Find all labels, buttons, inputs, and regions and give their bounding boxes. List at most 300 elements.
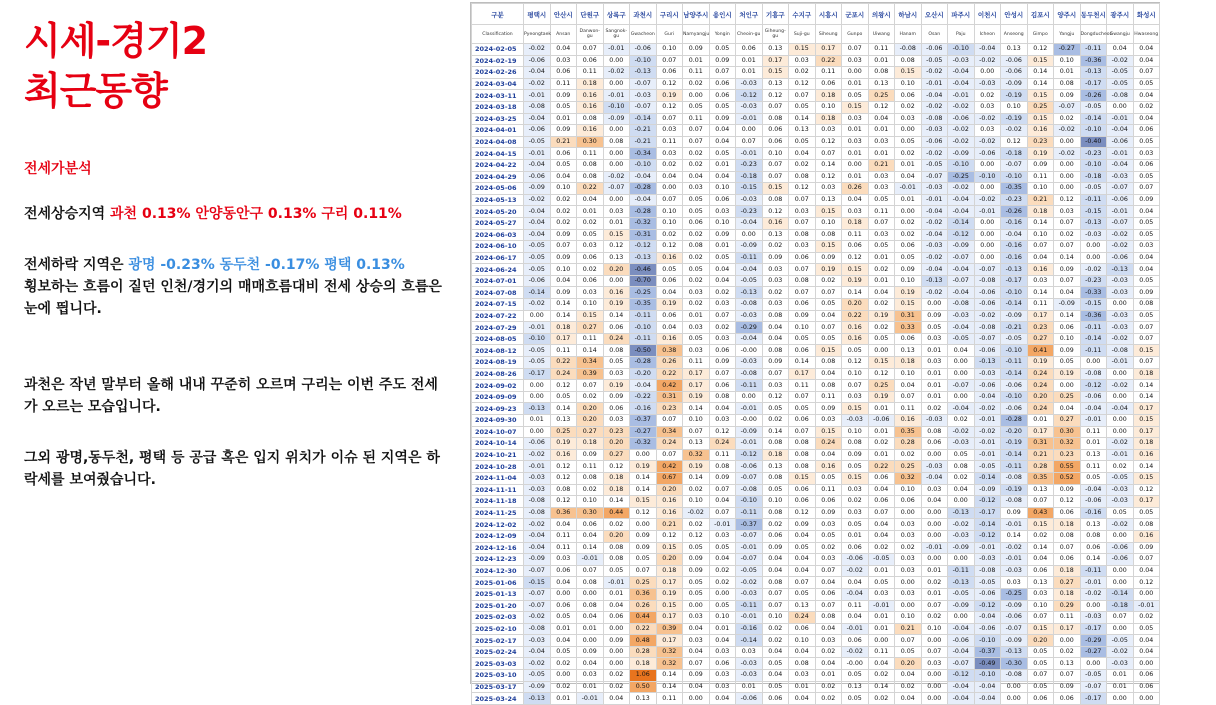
table-cell: -0.33 [1080,287,1107,299]
table-cell: -0.02 [974,113,1001,125]
table-cell: -0.07 [1001,159,1028,171]
table-cell: -0.13 [1107,264,1134,276]
table-cell: -0.05 [524,241,551,253]
table-cell: 0.03 [603,206,630,218]
table-row [472,461,1160,473]
table-cell: -0.01 [921,194,948,206]
table-cell: 0.04 [868,658,895,670]
table-cell: 0.12 [1027,44,1054,56]
table-cell: -0.12 [630,241,657,253]
table-cell: 0.00 [948,612,975,624]
table-cell: 0.16 [842,333,869,345]
table-cell: 0.10 [762,612,789,624]
table-cell: -0.01 [577,554,604,566]
table-cell: -0.03 [1080,229,1107,241]
table-cell: 0.12 [868,368,895,380]
table-cell: -0.02 [921,252,948,264]
table-cell: 0.00 [868,635,895,647]
table-cell: 0.07 [762,588,789,600]
table-cell: -0.10 [1080,125,1107,137]
table-cell: 0.05 [683,333,710,345]
table-cell: 0.00 [1107,530,1134,542]
table-cell: 0.12 [550,380,577,392]
table-cell: -0.16 [736,623,763,635]
table-cell: 0.00 [736,391,763,403]
table-cell: 0.18 [577,438,604,450]
table-cell: -0.12 [736,90,763,102]
table-cell: 0.06 [1133,670,1160,682]
table-cell: 0.04 [868,519,895,531]
table-cell: 0.05 [1133,78,1160,90]
table-cell: 0.14 [550,299,577,311]
table-cell: 0.02 [1054,113,1081,125]
table-cell: 0.19 [842,275,869,287]
table-cell: -0.03 [736,194,763,206]
table-row [472,322,1160,334]
table-cell: -0.02 [1107,229,1134,241]
table-cell: 0.03 [895,519,922,531]
table-cell: -0.10 [1001,345,1028,357]
table-cell: 0.08 [895,55,922,67]
table-cell: -0.35 [1001,183,1028,195]
row-date: 2024-06-17 [472,252,524,264]
table-cell: 0.42 [656,380,683,392]
table-cell: 0.11 [1027,299,1054,311]
column-header: 구리시 [656,4,683,25]
data-table [471,3,1160,705]
table-cell: 0.00 [577,588,604,600]
table-cell: -0.11 [1080,322,1107,334]
table-cell: 0.09 [577,646,604,658]
table-cell: -0.17 [524,368,551,380]
table-cell: -0.06 [974,287,1001,299]
table-cell: -0.25 [948,171,975,183]
table-cell: 0.13 [895,345,922,357]
table-cell: 0.06 [709,90,736,102]
table-cell: -0.13 [1080,217,1107,229]
table-cell: -0.06 [1001,55,1028,67]
table-cell: 0.08 [815,380,842,392]
table-cell: -0.27 [630,426,657,438]
column-header-en: Siheung [815,25,842,44]
column-header: 양주시 [1054,4,1081,25]
table-cell: 0.00 [974,241,1001,253]
table-cell: 0.12 [1001,136,1028,148]
table-cell: 0.04 [1133,44,1160,56]
table-row [472,252,1160,264]
table-cell: 0.14 [630,484,657,496]
table-cell: -0.13 [948,577,975,589]
table-cell: 0.00 [524,310,551,322]
column-header: 화성시 [1133,4,1160,25]
table-cell: 0.33 [895,322,922,334]
table-cell: 0.07 [1133,554,1160,566]
table-cell: 0.42 [656,461,683,473]
table-cell: 0.15 [656,542,683,554]
page-subtitle: 최근동향 [24,69,167,113]
table-cell: -0.02 [921,148,948,160]
table-cell: -0.04 [1107,125,1134,137]
table-cell: 0.36 [550,507,577,519]
table-cell: 0.06 [603,612,630,624]
table-row [472,693,1160,705]
table-cell: -0.25 [630,287,657,299]
table-cell: 0.07 [842,380,869,392]
table-cell: 0.14 [656,670,683,682]
column-header: 용인시 [709,4,736,25]
table-cell: 0.05 [1133,171,1160,183]
table-cell: 0.04 [550,275,577,287]
table-cell: 0.06 [842,635,869,647]
table-cell: 0.14 [762,426,789,438]
table-cell: 0.23 [656,403,683,415]
table-cell: 0.00 [1107,577,1134,589]
table-cell: 0.08 [815,357,842,369]
table-cell: 0.06 [656,67,683,79]
table-cell: -0.18 [1001,148,1028,160]
table-cell: 0.13 [1027,484,1054,496]
table-cell: 0.32 [656,658,683,670]
table-cell: 0.06 [895,90,922,102]
table-cell: 0.00 [948,391,975,403]
table-cell: -0.11 [736,507,763,519]
row-date: 2024-08-05 [472,333,524,345]
table-cell: 0.14 [577,542,604,554]
column-header: 시흥시 [815,4,842,25]
table-cell: -0.04 [1107,403,1134,415]
table-cell: 0.10 [550,183,577,195]
table-cell: -0.17 [974,507,1001,519]
table-cell: 0.05 [1133,507,1160,519]
table-cell: 0.16 [1133,530,1160,542]
table-cell: 0.06 [736,44,763,56]
table-cell: 0.11 [895,403,922,415]
table-cell: 0.12 [762,206,789,218]
table-cell: 0.32 [1054,438,1081,450]
table-cell: 0.25 [630,577,657,589]
table-cell: -0.09 [1001,310,1028,322]
table-cell: 0.14 [683,472,710,484]
table-cell: 0.05 [842,670,869,682]
table-cell: 0.06 [815,496,842,508]
table-cell: 0.18 [815,90,842,102]
table-cell: 0.03 [550,55,577,67]
table-cell: -0.10 [974,670,1001,682]
table-cell: 0.11 [577,461,604,473]
table-cell: 0.05 [683,206,710,218]
table-cell: 0.09 [1133,287,1160,299]
table-cell: 0.04 [815,577,842,589]
table-cell: -0.06 [974,623,1001,635]
table-cell: 0.15 [630,496,657,508]
table-cell: -0.02 [1107,438,1134,450]
table-cell: -0.01 [1107,148,1134,160]
table-cell: -0.04 [736,333,763,345]
table-cell: -0.07 [948,380,975,392]
table-cell: 0.07 [656,415,683,427]
table-cell: 0.11 [789,380,816,392]
table-cell: -0.04 [948,287,975,299]
table-cell: 0.03 [577,287,604,299]
table-cell: 0.04 [709,554,736,566]
table-cell: 0.04 [1054,403,1081,415]
table-cell: 0.00 [603,125,630,137]
table-cell: -0.17 [1080,623,1107,635]
table-cell: 0.11 [868,646,895,658]
table-cell: 0.08 [789,171,816,183]
table-cell: 0.05 [842,519,869,531]
table-cell: 0.00 [603,148,630,160]
table-cell: 0.01 [868,148,895,160]
column-header-en: Suji-gu [789,25,816,44]
table-cell: -0.46 [630,264,657,276]
table-cell: -0.02 [524,194,551,206]
table-cell: 0.03 [815,183,842,195]
table-cell: 0.04 [603,693,630,705]
table-cell: 0.03 [815,415,842,427]
table-cell: 0.18 [762,449,789,461]
table-cell: 0.16 [895,415,922,427]
table-cell: -0.07 [1107,217,1134,229]
table-cell: 0.10 [577,496,604,508]
table-cell: -0.03 [948,530,975,542]
table-cell: -0.06 [1001,403,1028,415]
table-cell: 0.04 [789,554,816,566]
table-cell: 0.06 [550,148,577,160]
row-date: 2024-07-08 [472,287,524,299]
table-cell: 0.26 [842,183,869,195]
fall-regions: 광명 -0.23% 동두천 -0.17% 평택 0.13% [128,257,405,273]
table-cell: 0.06 [895,241,922,253]
table-row [472,612,1160,624]
table-cell: 0.01 [868,403,895,415]
table-cell: 0.01 [842,78,869,90]
table-cell: 0.00 [1001,693,1028,705]
table-cell: -0.10 [630,322,657,334]
table-cell: -0.10 [630,159,657,171]
table-cell: -0.19 [1001,484,1028,496]
table-cell: -0.31 [630,229,657,241]
table-cell: -0.00 [842,658,869,670]
table-cell: -0.27 [1080,646,1107,658]
table-cell: 0.13 [1080,519,1107,531]
row-date: 2024-11-25 [472,507,524,519]
table-cell: 0.03 [709,681,736,693]
table-cell: 0.16 [1133,449,1160,461]
table-cell: 0.14 [550,403,577,415]
table-cell: 0.13 [842,681,869,693]
table-cell: 0.17 [683,380,710,392]
table-row [472,403,1160,415]
row-date: 2024-03-18 [472,101,524,113]
table-cell: -0.14 [1001,449,1028,461]
table-cell: 0.26 [656,357,683,369]
table-cell: 0.01 [577,681,604,693]
table-cell: 0.20 [603,264,630,276]
table-cell: -0.04 [974,44,1001,56]
table-cell: 0.03 [842,113,869,125]
table-cell: 0.06 [709,380,736,392]
table-cell: 0.07 [868,507,895,519]
column-header-en: Pyeongtaek [524,25,551,44]
column-header-en: Uiwang [868,25,895,44]
table-cell: 0.00 [974,229,1001,241]
table-cell: -0.09 [1001,635,1028,647]
table-cell: 0.18 [895,357,922,369]
table-cell: 0.01 [683,310,710,322]
table-cell: 0.07 [709,507,736,519]
table-cell: -0.03 [842,415,869,427]
table-cell: -0.01 [736,148,763,160]
table-cell: 0.23 [1054,449,1081,461]
row-date: 2024-10-07 [472,426,524,438]
table-cell: 0.04 [1133,90,1160,102]
table-cell: -0.04 [1080,484,1107,496]
table-cell: 0.35 [1027,472,1054,484]
table-cell: 0.13 [683,438,710,450]
table-cell: 0.09 [683,554,710,566]
table-cell: -0.18 [1107,600,1134,612]
table-cell: 0.15 [603,229,630,241]
table-cell: 0.03 [1133,148,1160,160]
column-header: 상록구 [603,4,630,25]
table-cell: -0.05 [524,670,551,682]
table-cell: 0.00 [524,391,551,403]
table-cell: 0.06 [603,322,630,334]
table-cell: 0.02 [895,449,922,461]
table-cell: 0.18 [1133,438,1160,450]
table-cell: 0.14 [1133,461,1160,473]
table-cell: 0.00 [921,530,948,542]
table-row [472,472,1160,484]
table-cell: 0.04 [789,148,816,160]
table-cell: 0.15 [842,264,869,276]
table-cell: -0.11 [1080,345,1107,357]
table-cell: 0.19 [815,264,842,276]
table-cell: 0.01 [1027,415,1054,427]
table-cell: -0.06 [524,275,551,287]
table-cell: 0.03 [603,415,630,427]
table-cell: 0.06 [842,241,869,253]
table-cell: -0.01 [921,78,948,90]
table-cell: -0.07 [974,333,1001,345]
table-cell: 0.09 [1133,194,1160,206]
table-cell: -0.04 [974,681,1001,693]
column-header: 하남시 [895,4,922,25]
table-cell: 0.12 [789,183,816,195]
table-cell: 0.05 [683,542,710,554]
table-cell: 0.06 [895,496,922,508]
table-cell: 0.04 [1133,206,1160,218]
table-cell: 0.12 [603,241,630,253]
table-cell: -0.01 [974,449,1001,461]
table-cell: -0.07 [921,171,948,183]
table-cell: 0.03 [868,136,895,148]
table-cell: 0.05 [1133,310,1160,322]
table-cell: 0.05 [1133,136,1160,148]
table-cell: 0.07 [815,322,842,334]
table-cell: 0.13 [762,44,789,56]
table-cell: -0.03 [948,438,975,450]
table-cell: 0.25 [895,461,922,473]
table-cell: 0.07 [789,287,816,299]
table-cell: 0.04 [709,171,736,183]
column-header-en: Cheoin-gu [736,25,763,44]
table-cell: 0.00 [895,600,922,612]
table-cell: 0.00 [895,125,922,137]
table-cell: 0.04 [683,646,710,658]
row-date: 2024-08-12 [472,345,524,357]
table-cell: 0.25 [1027,101,1054,113]
table-cell: -0.01 [736,542,763,554]
table-cell: -0.03 [736,588,763,600]
table-cell: 0.00 [1133,693,1160,705]
table-cell: -0.02 [921,217,948,229]
table-cell: 0.05 [789,542,816,554]
row-date: 2025-01-20 [472,600,524,612]
column-header-en: Danwon-gu [577,25,604,44]
table-cell: 0.16 [842,322,869,334]
table-cell: 0.00 [1080,252,1107,264]
table-cell: 0.03 [603,368,630,380]
column-header-en: Hwaseong [1133,25,1160,44]
table-cell: -0.01 [1107,357,1134,369]
table-cell: -0.26 [1080,90,1107,102]
table-cell: 0.00 [736,229,763,241]
table-cell: 0.15 [656,600,683,612]
table-cell: 0.08 [762,438,789,450]
table-cell: 0.03 [842,55,869,67]
table-cell: -0.08 [736,484,763,496]
table-cell: 0.19 [1027,357,1054,369]
table-cell: 0.02 [603,670,630,682]
table-cell: 0.00 [1107,299,1134,311]
table-cell: -0.02 [1001,125,1028,137]
table-cell: 0.01 [895,194,922,206]
table-cell: -0.06 [1001,612,1028,624]
table-cell: 0.00 [656,183,683,195]
table-cell: 0.02 [550,194,577,206]
table-cell: -0.07 [524,565,551,577]
table-cell: 0.17 [1133,496,1160,508]
table-cell: 0.11 [683,67,710,79]
table-cell: -0.25 [1001,588,1028,600]
table-cell: 0.04 [683,623,710,635]
table-cell: -0.04 [1107,159,1134,171]
table-cell: -0.11 [736,380,763,392]
table-cell: 0.03 [709,206,736,218]
row-date: 2024-11-18 [472,496,524,508]
table-cell: 0.04 [683,681,710,693]
page-title: 시세-경기2 [24,19,208,63]
table-cell: 0.00 [524,426,551,438]
table-cell: 0.00 [603,623,630,635]
table-cell: 0.04 [868,287,895,299]
table-cell: 0.07 [630,565,657,577]
table-cell: 0.30 [577,136,604,148]
table-cell: 0.01 [868,426,895,438]
table-cell: -0.01 [736,113,763,125]
table-cell: 0.05 [762,681,789,693]
table-cell: -0.13 [524,403,551,415]
row-date: 2024-04-15 [472,148,524,160]
table-cell: -0.06 [974,345,1001,357]
table-cell: 0.00 [1107,426,1134,438]
table-cell: 0.14 [1027,67,1054,79]
table-cell: 0.17 [1133,426,1160,438]
table-cell: 0.19 [603,299,630,311]
table-cell: 0.03 [789,55,816,67]
